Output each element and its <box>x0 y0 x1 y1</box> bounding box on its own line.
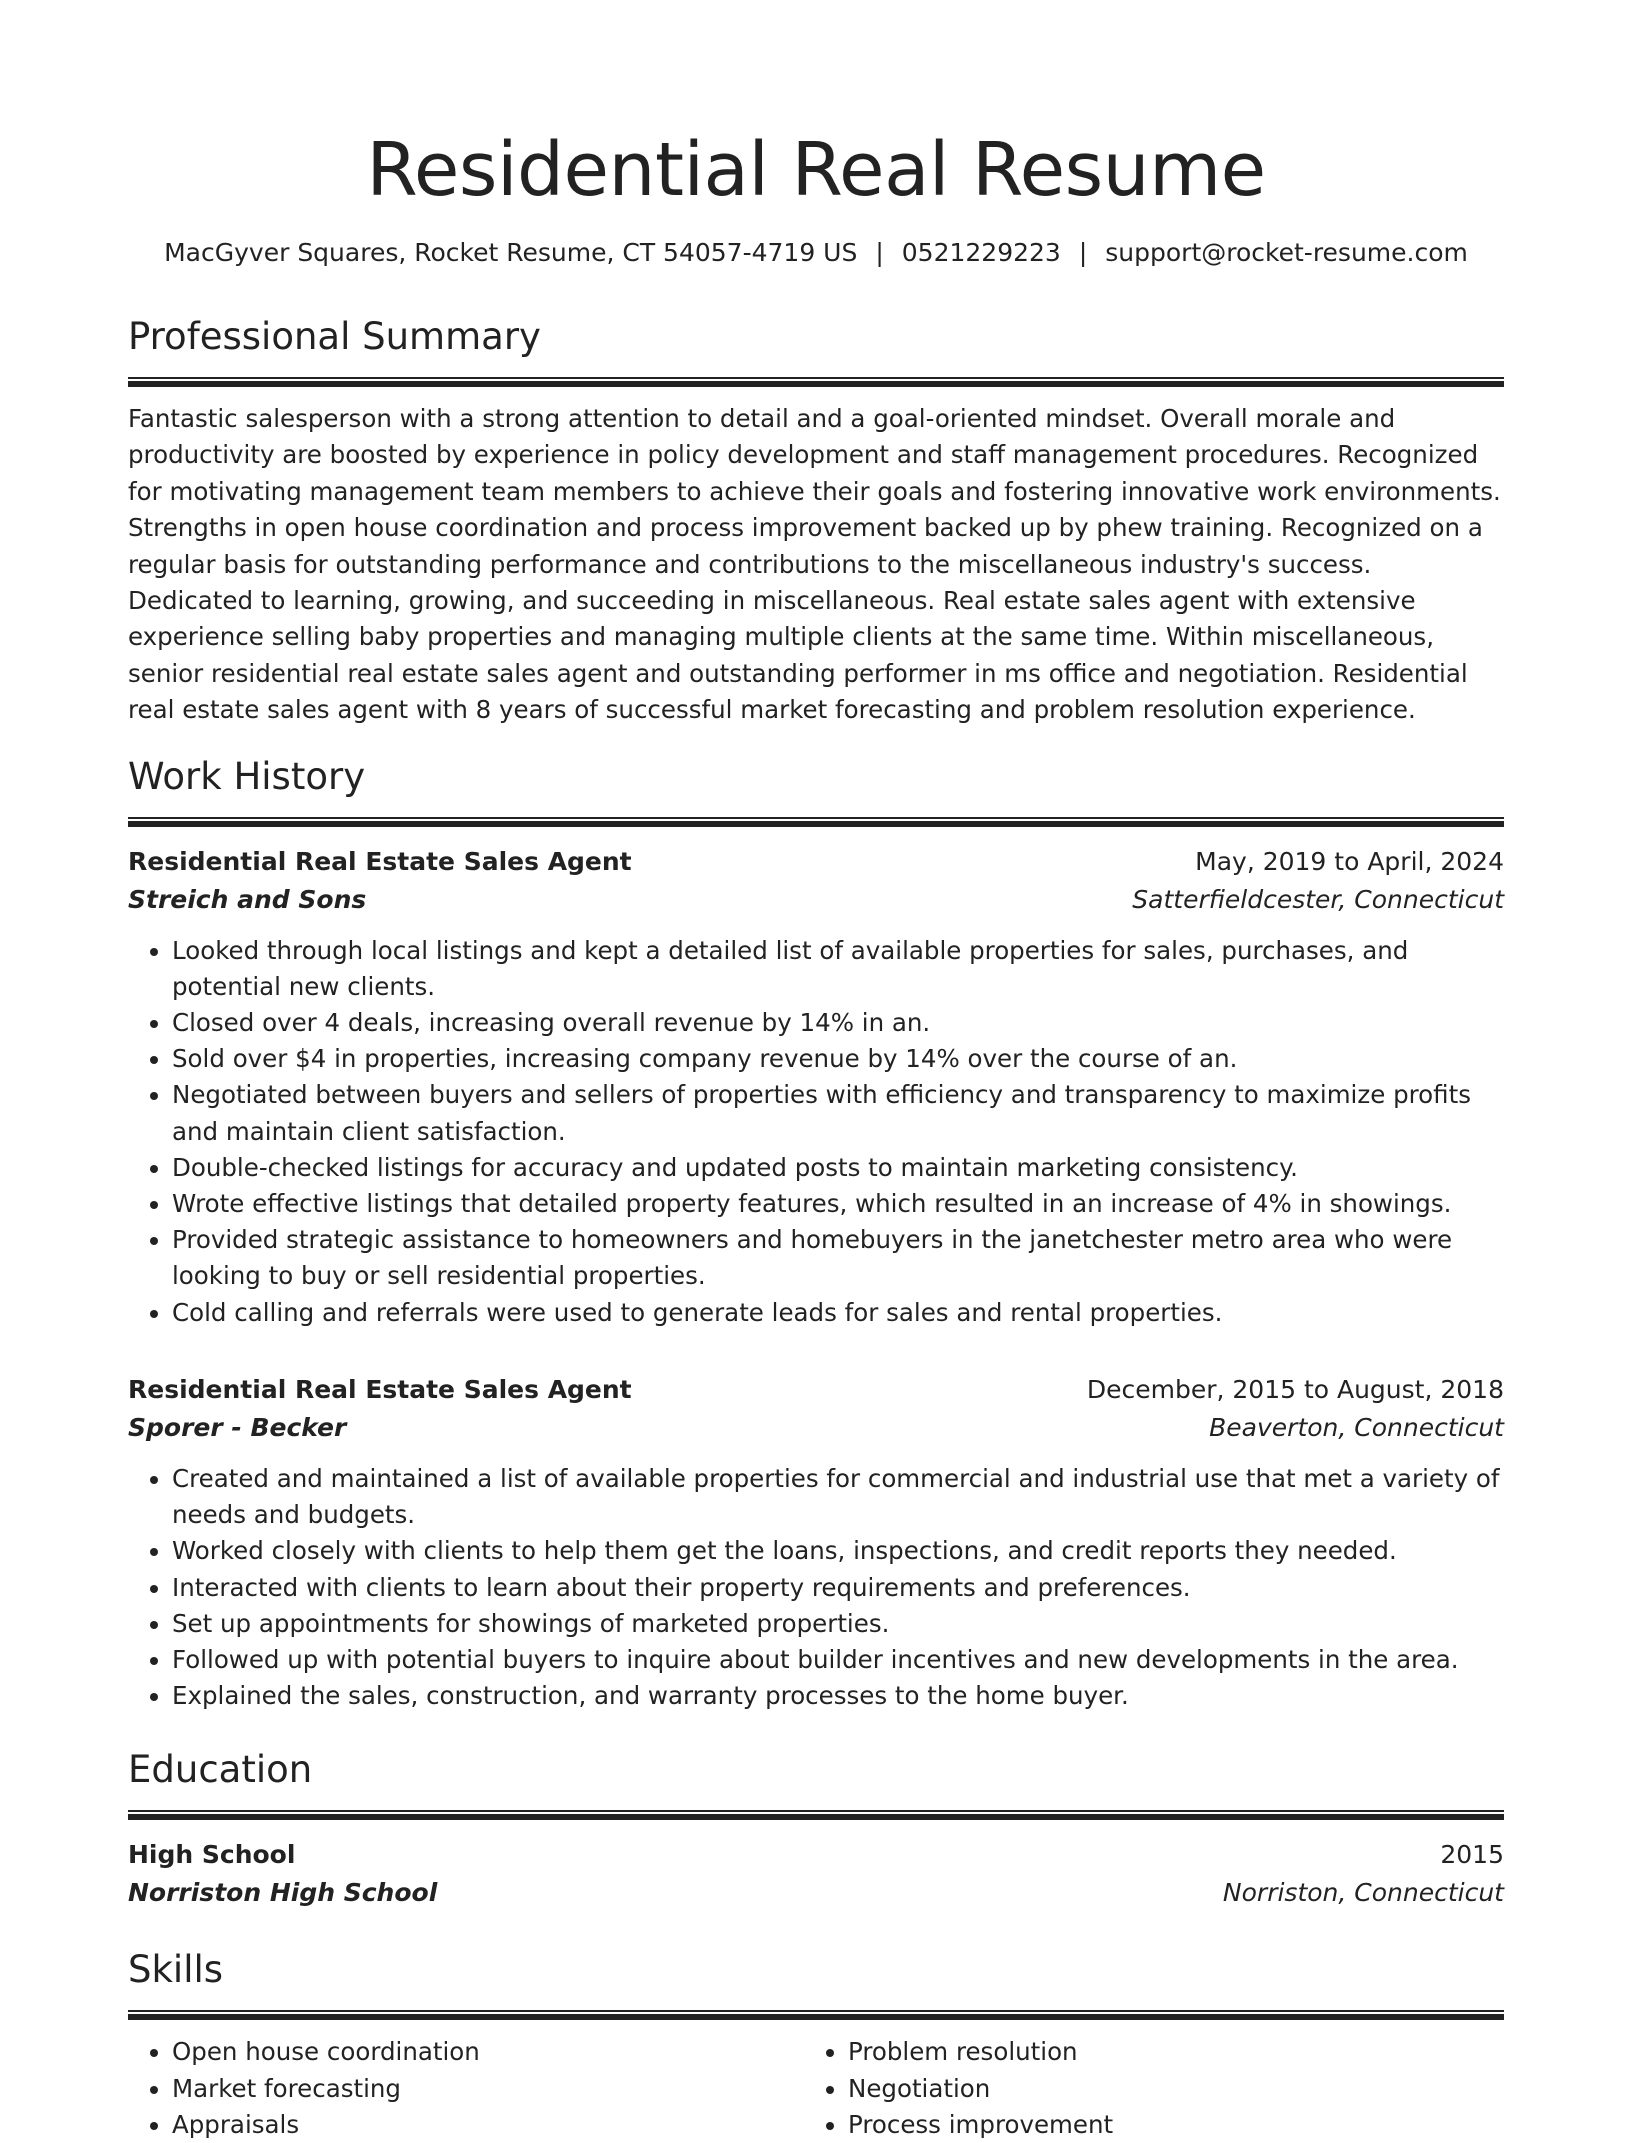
job-bullets <box>128 1461 1504 1714</box>
skill-item: • Market forecasting <box>172 2071 804 2107</box>
section-divider <box>128 377 1504 387</box>
skills-list-right <box>804 2034 1504 2143</box>
education-section <box>128 1746 1504 1912</box>
skill-item: • Negotiation <box>848 2071 1504 2107</box>
job-header-row <box>128 1371 1504 1409</box>
skills-section <box>128 1946 1504 2143</box>
section-divider <box>128 2010 1504 2020</box>
job-bullet: • Double-checked listings for accuracy and updated posts to maintain marketing consistency. <box>172 1150 1504 1186</box>
education-school-row <box>128 1874 1504 1912</box>
job-bullet: • Sold over $4 in properties, increasing company revenue by 14% over the course of an. <box>172 1041 1504 1077</box>
job-dates: December, 2015 to August, 2018 <box>1086 1374 1504 1404</box>
education-school: Norriston High School <box>128 1878 438 1908</box>
education-year: 2015 <box>1440 1840 1504 1870</box>
contact-separator: | <box>875 238 884 267</box>
job-bullet: • Closed over 4 deals, increasing overall revenue by 14% in an. <box>172 1005 1504 1041</box>
job-bullet: • Created and maintained a list of available properties for commercial and industrial use that met a variety of needs and budgets. <box>172 1461 1504 1533</box>
education-location: Norriston, Connecticut <box>1222 1878 1504 1908</box>
job-entry <box>128 1371 1504 1714</box>
job-entry <box>128 843 1504 1331</box>
job-location: Satterfieldcester, Connecticut <box>1132 884 1504 914</box>
contact-phone: 0521229223 <box>901 238 1061 267</box>
education-entry <box>128 1836 1504 1912</box>
contact-address: MacGyver Squares, Rocket Resume, CT 54057-4719 US <box>164 238 858 267</box>
job-bullet: • Followed up with potential buyers to inquire about builder incentives and new developments in the area. <box>172 1642 1504 1678</box>
section-title-work-history: Work History <box>128 754 366 798</box>
contact-line <box>128 235 1504 271</box>
job-bullet: • Looked through local listings and kept a detailed list of available properties for sales, purchases, and potential new clients. <box>172 933 1504 1005</box>
education-degree: High School <box>128 1840 296 1870</box>
job-title: Residential Real Estate Sales Agent <box>128 846 632 876</box>
job-bullet: • Set up appointments for showings of marketed properties. <box>172 1606 1504 1642</box>
job-company-row <box>128 881 1504 919</box>
section-title-summary: Professional Summary <box>128 315 541 358</box>
skill-item: • Problem resolution <box>848 2034 1504 2070</box>
work-history-section <box>128 753 1504 1715</box>
skill-item: • Process improvement <box>848 2107 1504 2143</box>
job-company: Sporer - Becker <box>128 1412 347 1442</box>
summary-section <box>128 313 1504 729</box>
job-company: Streich and Sons <box>128 884 367 914</box>
contact-separator: | <box>1078 238 1088 267</box>
job-bullet: • Negotiated between buyers and sellers of properties with efficiency and transparency to maximize profits and maintain client satisfaction. <box>172 1077 1504 1149</box>
job-dates: May, 2019 to April, 2024 <box>1195 846 1504 876</box>
job-company-row <box>128 1409 1504 1447</box>
job-bullet: • Worked closely with clients to help them get the loans, inspections, and credit reports they needed. <box>172 1533 1504 1569</box>
section-divider <box>128 1810 1504 1820</box>
section-divider <box>128 817 1504 827</box>
skills-list-left <box>128 2034 804 2143</box>
job-title: Residential Real Estate Sales Agent <box>128 1374 632 1404</box>
section-title-education: Education <box>128 1748 313 1792</box>
contact-email: support@rocket-resume.com <box>1105 238 1468 267</box>
job-bullet: • Cold calling and referrals were used to generate leads for sales and rental properties. <box>172 1295 1504 1331</box>
job-location: Beaverton, Connecticut <box>1209 1412 1504 1442</box>
job-bullet: • Explained the sales, construction, and warranty processes to the home buyer. <box>172 1678 1504 1714</box>
job-header-row <box>128 843 1504 881</box>
skill-item: • Appraisals <box>172 2107 804 2143</box>
education-header-row <box>128 1836 1504 1874</box>
job-bullet: • Wrote effective listings that detailed property features, which resulted in an increase of 4% in showings. <box>172 1186 1504 1222</box>
job-bullets <box>128 933 1504 1331</box>
summary-text: Fantastic salesperson with a strong attention to detail and a goal-oriented mindset. Overall morale and productivity are boosted by experience in policy development and staff management procedures. Recognized for motivating management team members to achieve their goals and fostering innovative work environments. Strengths in open house coordination and process improvement backed up by phew training. Recognized on a regular basis for outstanding performance and contributions to the miscellaneous industry's success. Dedicated to learning, growing, and succeeding in miscellaneous. Real estate sales agent with extensive experience selling baby properties and managing multiple clients at the same time. Within miscellaneous, senior residential real estate sales agent and outstanding performer in ms office and negotiation. Residential real estate sales agent with 8 years of successful market forecasting and problem resolution experience. <box>128 404 1501 725</box>
job-bullet: • Provided strategic assistance to homeowners and homebuyers in the janetchester metro area who were looking to buy or sell residential properties. <box>172 1222 1504 1294</box>
resume-name: Residential Real Resume <box>366 127 1266 213</box>
job-bullet: • Interacted with clients to learn about their property requirements and preferences. <box>172 1570 1504 1606</box>
section-title-skills: Skills <box>128 1948 224 1992</box>
skills-columns <box>128 2034 1504 2143</box>
skill-item: • Open house coordination <box>172 2034 804 2070</box>
